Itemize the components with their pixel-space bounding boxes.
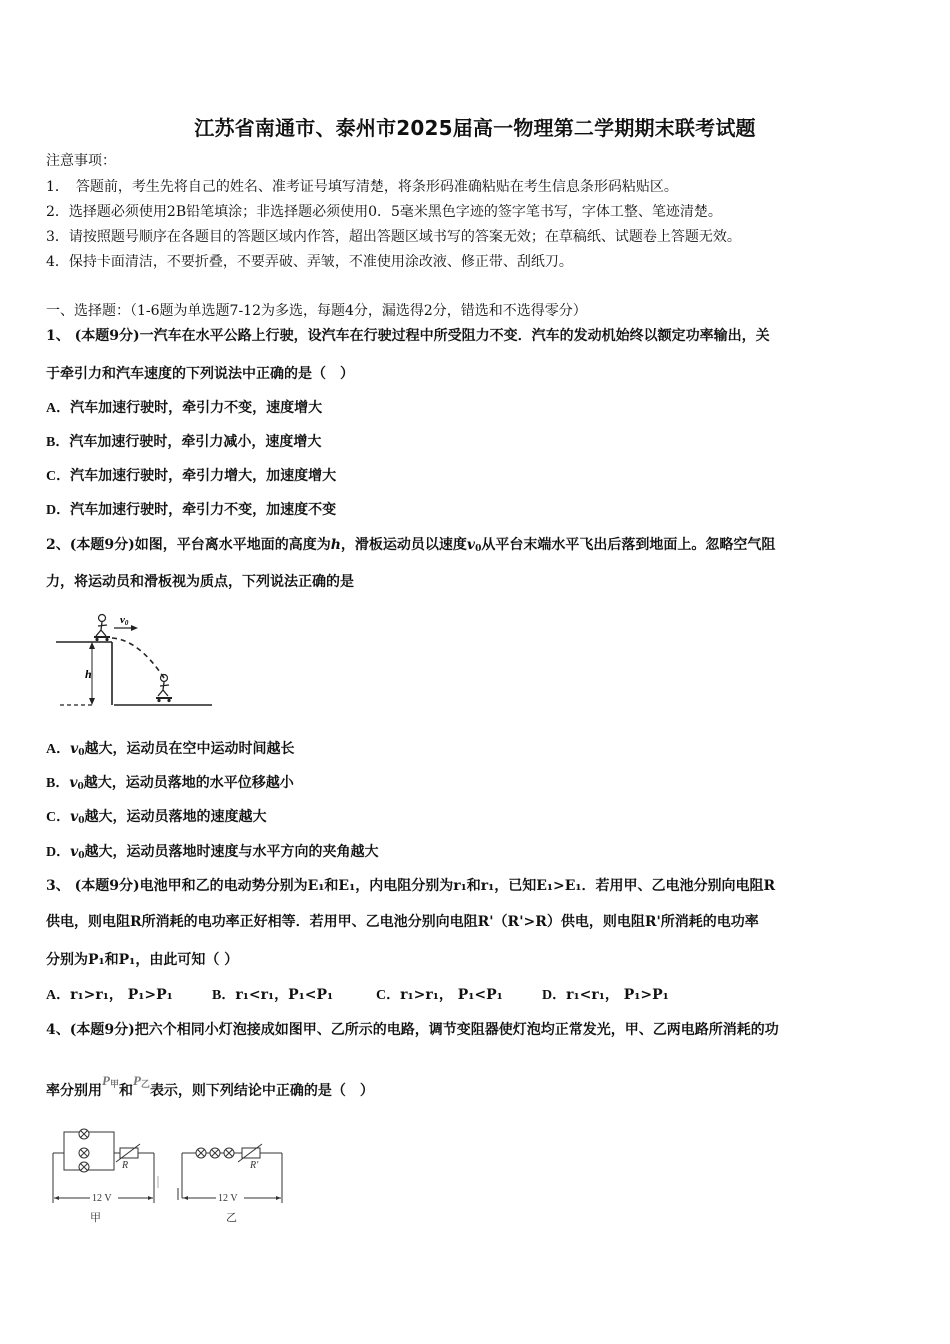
q1-option-c: C．汽车加速行驶时，牵引力增大，加速度增大 [46,468,337,484]
q2-option-c: C．$v_0$越大，运动员落地的速度越大 [46,809,267,826]
q3-stem-line3: 分别为P₁和P₁，由此可知（ ） [46,952,239,968]
notice-item-2: 2．选择题必须使用2B铅笔填涂；非选择题必须使用0．5毫米黑色字迹的签字笔书写，字体工整、笔迹清楚。 [46,204,722,220]
q3-option-b: B．r₁<r₁，P₁<P₁ [212,987,334,1003]
q2-stem-line2: 力，将运动员和滑板视为质点，下列说法正确的是 [46,574,354,590]
height-label: h [85,667,92,681]
jia-voltage-label: 12 V [92,1193,112,1204]
circuit-jia [53,1129,154,1203]
page-title: 江苏省南通市、泰州市2025届高一物理第二学期期末联考试题 [194,116,756,140]
q1-option-a: A．汽车加速行驶时，牵引力不变，速度增大 [46,400,323,416]
q4-stem-line2: 率分别用$P_甲$和$P_乙$表示，则下列结论中正确的是（ ） [46,1073,374,1099]
q1-option-b: B．汽车加速行驶时，牵引力减小，速度增大 [46,434,322,450]
notice-item-4: 4．保持卡面清洁，不要折叠，不要弄破、弄皱，不准使用涂改液、修正带、刮纸刀。 [46,254,573,270]
q1-stem-line1: 1、 (本题9分)一汽车在水平公路上行驶，设汽车在行驶过程中所受阻力不变．汽车的发动机始终以额定功率输出，关 [46,328,770,344]
q3-option-c: C．r₁>r₁， P₁<P₁ [376,987,503,1003]
circuit-figure [50,1126,300,1226]
skateboard-figure [54,608,214,712]
jia-resistor-label: R [122,1160,129,1171]
notice-item-1: 1． 答题前，考生先将自己的姓名、准考证号填写清楚，将条形码准确粘贴在考生信息条形码粘贴区。 [46,179,678,195]
notice-item-3: 3．请按照题号顺序在各题目的答题区域内作答，超出答题区域书写的答案无效；在草稿纸、试题卷上答题无效。 [46,229,741,245]
q2-option-d: D．$v_0$越大，运动员落地时速度与水平方向的夹角越大 [46,844,379,861]
q4-stem-line1: 4、(本题9分)把六个相同小灯泡接成如图甲、乙所示的电路，调节变阻器使灯泡均正常发光，甲、乙两电路所消耗的功 [46,1022,779,1038]
jia-label: 甲 [90,1212,101,1224]
notice-heading: 注意事项： [46,153,116,169]
p-yi-symbol: $P_乙$ [132,1073,150,1089]
q1-option-d: D．汽车加速行驶时，牵引力不变，加速度不变 [46,502,337,518]
velocity-label: v0 [120,614,129,627]
p-jia-symbol: $P_甲$ [102,1073,119,1089]
q3-option-a: A．r₁>r₁， P₁>P₁ [46,987,173,1003]
section-heading: 一、选择题：（1-6题为单选题7-12为多选，每题4分，漏选得2分，错选和不选得零分） [46,303,587,319]
q2-stem-line1: 2、(本题9分)如图，平台离水平地面的高度为h，滑板运动员以速度$v_0$从平台末端水平飞出后落到地面上。忽略空气阻 [46,537,776,554]
q3-option-d: D．r₁<r₁， P₁>P₁ [542,987,669,1003]
yi-resistor-label: R' [250,1160,259,1171]
q1-stem-line2: 于牵引力和汽车速度的下列说法中正确的是（ ） [46,366,354,382]
yi-voltage-label: 12 V [218,1193,238,1204]
q2-option-a: A．$v_0$越大，运动员在空中运动时间越长 [46,741,295,758]
yi-label: 乙 [226,1212,237,1224]
q3-stem-line2: 供电，则电阻R所消耗的电功率正好相等．若用甲、乙电池分别向电阻R'（R'>R）供电，则电阻R'所消耗的电功率 [46,914,759,930]
q2-option-b: B．$v_0$越大，运动员落地的水平位移越小 [46,775,294,792]
q3-stem-line1: 3、 (本题9分)电池甲和乙的电动势分别为E₁和E₁，内电阻分别为r₁和r₁，已知E₁>E₁．若用甲、乙电池分别向电阻R [46,878,776,894]
